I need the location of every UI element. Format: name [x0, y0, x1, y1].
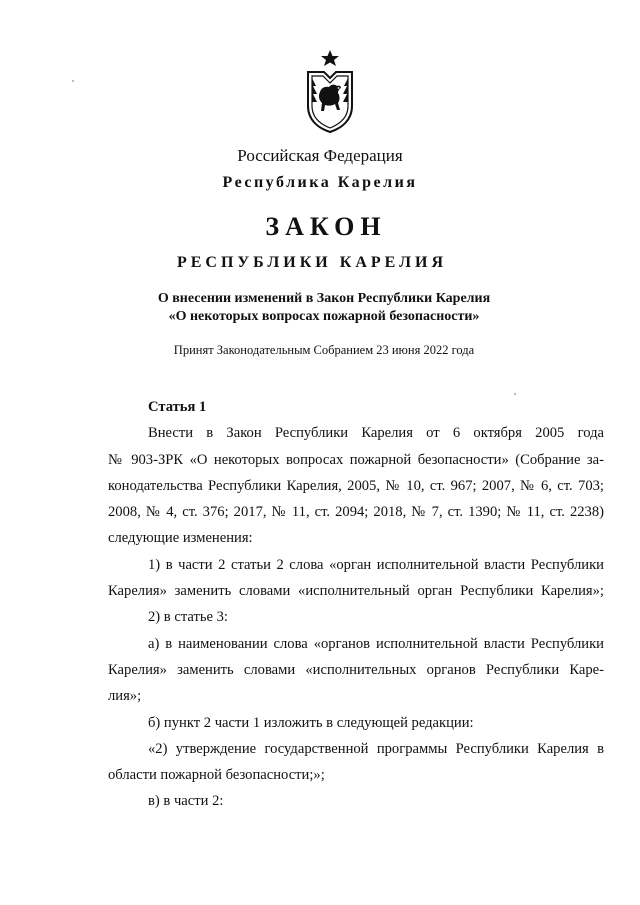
- adoption-note: Принят Законодательным Собранием 23 июня 2022 года: [173, 343, 475, 357]
- text-line: Внести в Закон Республики Карелия от 6 октября 2005 года: [148, 425, 604, 442]
- text-line: № 903-ЗРК «О некоторых вопросах пожарной безопасности» (Собрание за-: [108, 451, 604, 468]
- paragraph-6: [108, 736, 604, 789]
- text-line: Карелия» заменить словами «исполнительный орган Республики Карелия»;: [108, 583, 604, 600]
- document-type-subtitle: РЕСПУБЛИКИ КАРЕЛИЯ: [176, 254, 448, 271]
- text-line: б) пункт 2 части 1 изложить в следующей редакции:: [148, 714, 474, 731]
- article-heading: Статья 1: [148, 399, 207, 415]
- paragraph-1: [108, 420, 604, 551]
- text-line: 1) в части 2 статьи 2 слова «орган исполнительной власти Республики: [148, 556, 604, 573]
- text-line: конодательства Республики Карелия, 2005, № 10, ст. 967; 2007, № 6, ст. 703;: [108, 477, 604, 494]
- law-title-line-2: «О некоторых вопросах пожарной безопасности»: [168, 309, 480, 324]
- law-title-line-1: О внесении изменений в Закон Республики Карелия: [157, 291, 491, 306]
- document-type: ЗАКОН: [265, 212, 387, 241]
- text-line: лия»;: [108, 688, 142, 705]
- scan-speck: [514, 393, 516, 395]
- law-body: [108, 394, 604, 815]
- republic-heading: Республика Карелия: [222, 174, 418, 191]
- law-title: [4, 290, 640, 326]
- text-line: следующие изменения:: [108, 530, 253, 547]
- text-line: Карелия» заменить словами «исполнительных органов Республики Каре-: [108, 661, 604, 678]
- scan-speck: [72, 80, 74, 82]
- paragraph-4: [108, 631, 604, 710]
- text-line: «2) утверждение государственной программы Республики Карелия в: [148, 740, 604, 757]
- text-line: а) в наименовании слова «органов исполнительной власти Республики: [148, 635, 604, 652]
- paragraph-2: [108, 552, 604, 605]
- text-line: 2) в статье 3:: [148, 609, 228, 626]
- text-line: 2008, № 4, ст. 376; 2017, № 11, ст. 2094; 2018, № 7, ст. 1390; № 11, ст. 2238): [108, 504, 604, 521]
- paragraph-3: [108, 604, 604, 630]
- text-line: области пожарной безопасности;»;: [108, 767, 325, 784]
- paragraph-5: [108, 710, 604, 736]
- karelia-coat-of-arms-icon: [302, 48, 358, 134]
- text-line: в) в части 2:: [148, 793, 224, 810]
- federation-heading: Российская Федерация: [237, 146, 403, 165]
- paragraph-7: [108, 788, 604, 814]
